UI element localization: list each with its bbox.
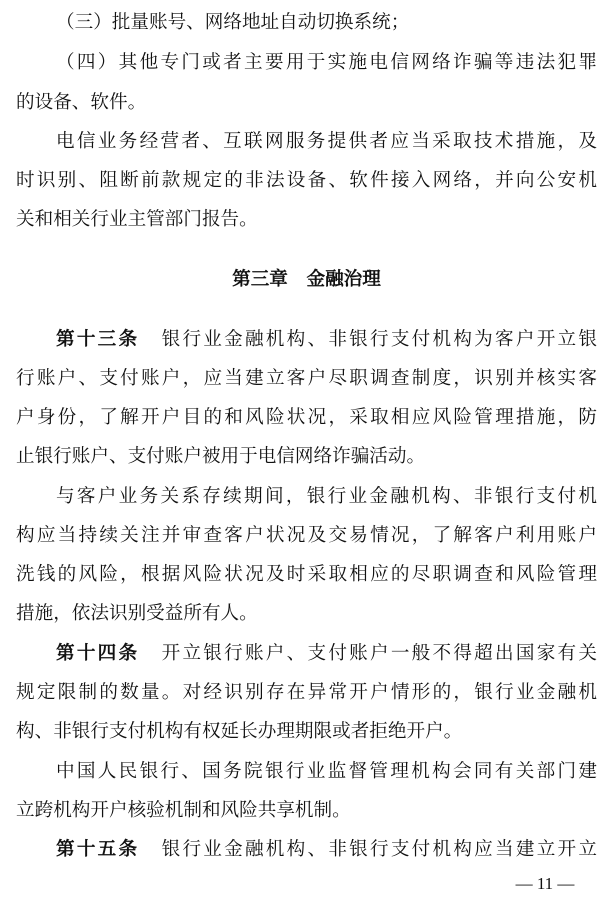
paragraph-obligation-line-2: 时识别、阻断前款规定的非法设备、软件接入网络，并向公安机 bbox=[16, 170, 597, 191]
article-13-line-4: 止银行账户、支付账户被用于电信网络诈骗活动。 bbox=[16, 446, 426, 467]
article-14-para-2-line-2: 立跨机构开户核验机制和风险共享机制。 bbox=[16, 800, 351, 821]
article-14-line-3: 构、非银行支付机构有权延长办理期限或者拒绝开户。 bbox=[16, 721, 463, 742]
article-13-para-2-line-2: 构应当持续关注并审查客户状况及交易情况，了解客户利用账户 bbox=[16, 525, 597, 546]
article-14-line-1 bbox=[56, 636, 597, 672]
article-15-line-1 bbox=[56, 832, 597, 868]
article-13-line-1-text: 银行业金融机构、非银行支付机构为客户开立银 bbox=[159, 329, 597, 350]
article-13-line-3: 户身份，了解开户目的和风险状况，采取相应风险管理措施，防 bbox=[16, 407, 597, 428]
list-item-3: （三）批量账号、网络地址自动切换系统； bbox=[56, 12, 410, 33]
article-13-line-1 bbox=[56, 322, 597, 358]
article-13-para-2-line-1: 与客户业务关系存续期间，银行业金融机构、非银行支付机 bbox=[56, 486, 597, 507]
paragraph-obligation-line-3: 关和相关行业主管部门报告。 bbox=[16, 209, 258, 230]
chapter-title: 第三章 金融治理 bbox=[232, 269, 381, 290]
page-number: — 11 — bbox=[515, 874, 575, 893]
article-14-label: 第十四条 bbox=[56, 643, 140, 664]
article-13-label: 第十三条 bbox=[56, 329, 140, 350]
article-14-line-2: 规定限制的数量。对经识别存在异常开户情形的，银行业金融机 bbox=[16, 682, 597, 703]
article-13-para-2-line-4: 措施，依法识别受益所有人。 bbox=[16, 603, 258, 624]
paragraph-obligation-line-1: 电信业务经营者、互联网服务提供者应当采取技术措施，及 bbox=[56, 131, 597, 152]
article-15-label: 第十五条 bbox=[56, 839, 140, 860]
article-13-para-2-line-3: 洗钱的风险，根据风险状况及时采取相应的尽职调查和风险管理 bbox=[16, 564, 597, 585]
article-14-line-1-text: 开立银行账户、支付账户一般不得超出国家有关 bbox=[159, 643, 597, 664]
article-15-line-1-text: 银行业金融机构、非银行支付机构应当建立开立 bbox=[159, 839, 597, 860]
article-14-para-2-line-1: 中国人民银行、国务院银行业监督管理机构会同有关部门建 bbox=[56, 761, 597, 782]
list-item-4-line-2: 的设备、软件。 bbox=[16, 92, 147, 113]
article-13-line-2: 行账户、支付账户，应当建立客户尽职调查制度，识别并核实客 bbox=[16, 368, 597, 389]
list-item-4-line-1: （四）其他专门或者主要用于实施电信网络诈骗等违法犯罪 bbox=[56, 52, 597, 73]
